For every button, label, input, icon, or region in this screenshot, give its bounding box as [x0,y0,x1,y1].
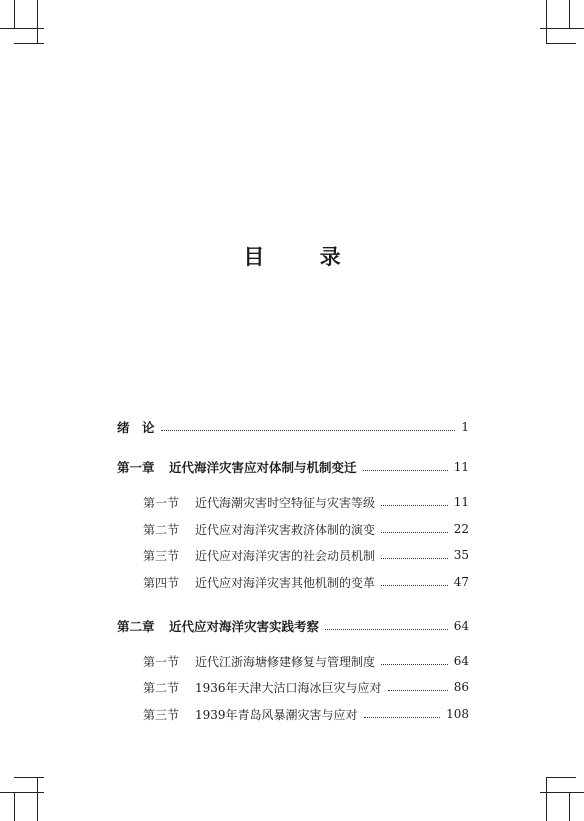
toc-entry-label: 近代应对海洋灾害救济体制的演变 [195,522,376,537]
toc-entry-label: 1939年青岛风暴潮灾害与应对 [195,707,358,722]
toc-entry-section-1-3[interactable] [143,545,469,565]
toc-entry-label: 近代江浙海塘修建修复与管理制度 [195,654,376,669]
toc-entry-label: 近代应对海洋灾害其他机制的变革 [195,575,376,590]
toc-entry-section-1-1[interactable] [143,492,469,512]
toc-entry-number: 第四节 [143,575,180,590]
dot-leader [363,470,448,471]
toc-entry-page: 22 [453,522,469,536]
toc-entry-page: 11 [453,495,469,509]
toc-entry-page: 86 [453,680,469,694]
page-title: 目 录 [243,245,365,269]
toc-entry-number: 第一节 [143,495,180,510]
toc-entry-label: 近代海潮灾害时空特征与灾害等级 [195,495,376,510]
dot-leader [381,558,448,559]
toc-entry-page: 64 [453,619,469,633]
toc-entry-number: 第二节 [143,522,180,537]
toc-entry-number: 第二章 [117,619,155,634]
toc-entry-section-1-4[interactable] [143,572,469,592]
toc-entry-chapter-2[interactable] [117,616,469,636]
dot-leader [161,430,456,431]
toc-entry-label: 近代应对海洋灾害实践考察 [169,619,320,634]
toc-entry-section-2-1[interactable] [143,651,469,671]
toc-entry-chapter-1[interactable] [117,457,469,477]
toc-entry-intro[interactable] [117,417,469,437]
toc-entry-label: 1936年天津大沽口海冰巨灾与应对 [195,680,382,695]
toc-entry-number: 绪 论 [117,420,155,435]
toc-entry-number: 第三节 [143,707,180,722]
dot-leader [388,690,448,691]
toc-entry-label: 近代应对海洋灾害的社会动员机制 [195,548,376,563]
toc-entry-page: 64 [453,654,469,668]
toc-entry-number: 第二节 [143,680,180,695]
toc-entry-label: 近代海洋灾害应对体制与机制变迁 [169,460,357,475]
dot-leader [325,629,448,630]
toc-entry-number: 第一节 [143,654,180,669]
toc-entry-section-2-3[interactable] [143,704,469,724]
toc-entry-page: 1 [461,420,469,434]
toc-entry-page: 35 [453,548,469,562]
toc-entry-page: 108 [446,707,469,721]
dot-leader [381,532,448,533]
dot-leader [381,664,448,665]
toc-entry-section-2-2[interactable] [143,677,469,697]
toc-entry-section-1-2[interactable] [143,519,469,539]
toc-entry-page: 47 [453,575,469,589]
toc-entry-page: 11 [453,460,469,474]
dot-leader [364,717,441,718]
dot-leader [381,585,448,586]
toc-entry-number: 第一章 [117,460,155,475]
toc-entry-number: 第三节 [143,548,180,563]
dot-leader [381,505,448,506]
